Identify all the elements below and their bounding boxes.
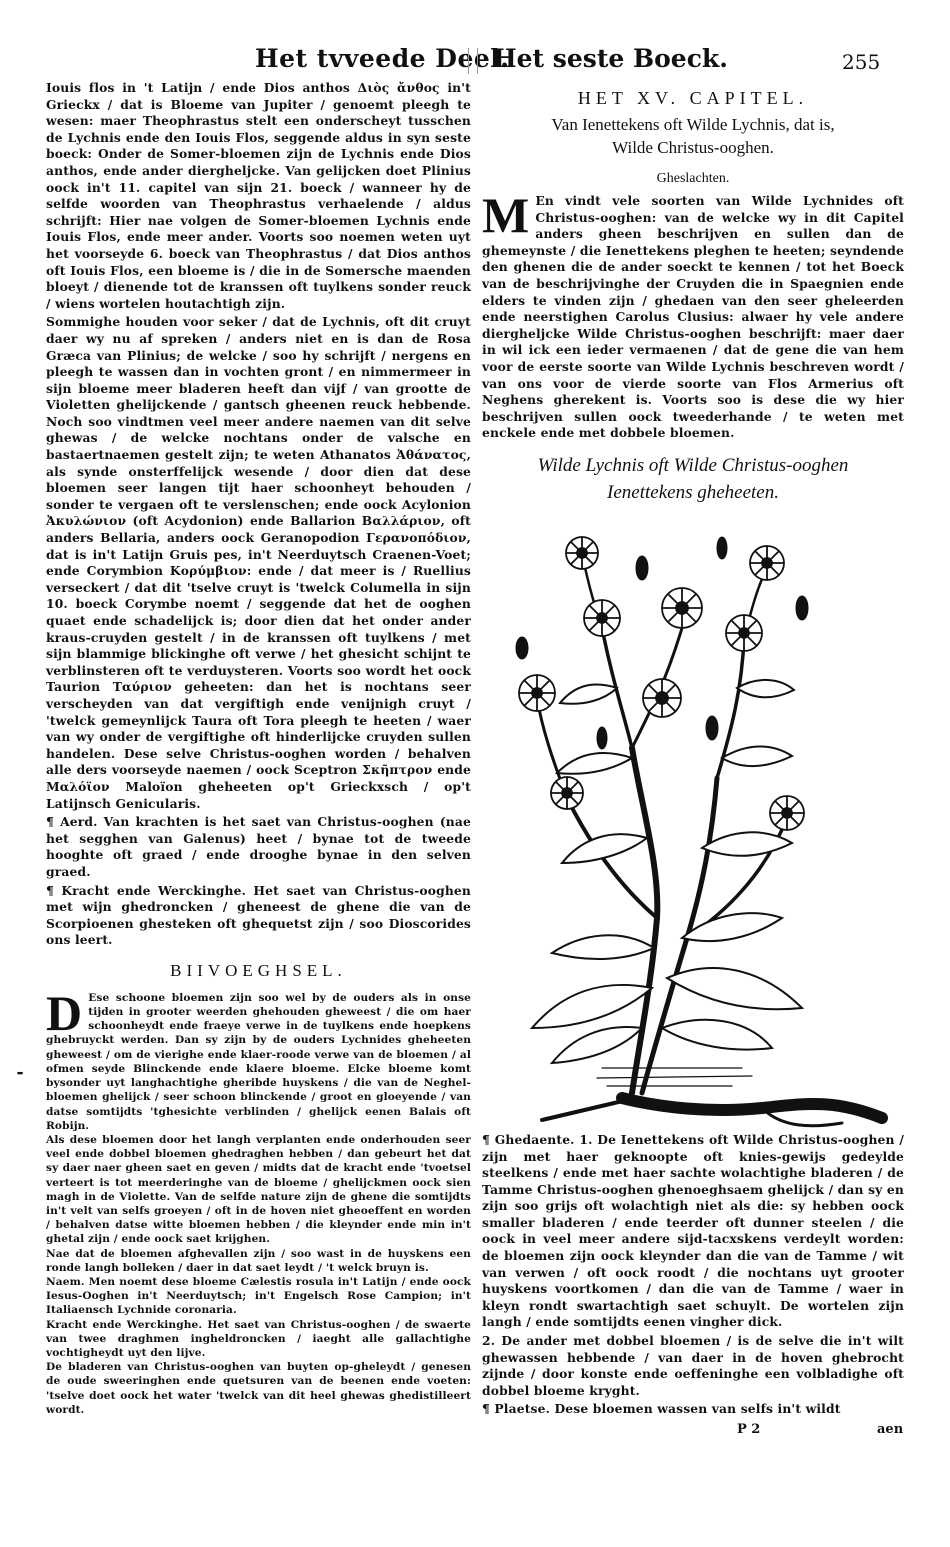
- paragraph: De bladeren van Christus-ooghen van buyten op-gheleydt / genesen de oude sweeringhen ende quetsuren van de beenen ende voeten: 'tselve doet oock het water 'twelck van dit heel ghewas ghedistilleert wordt.: [46, 1361, 471, 1416]
- chapter-title-line: Van Ienettekens oft Wilde Lychnis, dat is,: [551, 115, 835, 134]
- signature-mark: P 2: [737, 1422, 761, 1437]
- margin-mark: ⁃: [16, 1064, 24, 1083]
- subheading: Gheslachten.: [656, 171, 730, 186]
- figure-caption-line: Ienettekens gheheeten.: [607, 481, 779, 503]
- paragraph: 2. De ander met dobbel bloemen / is de selve die in't wilt ghewassen hebbende / van daer in de hoven ghebrocht zijnde / door konste ende oeffeninghe een volbladighe oft dobbel bloeme kryght.: [482, 1333, 904, 1398]
- drop-cap: D: [46, 984, 83, 1041]
- paragraph: [482, 187, 904, 442]
- paragraph: ¶ Ghedaente. 1. De Ienettekens oft Wilde Christus-ooghen / zijn met haer geknoopte oft knies-gewijs gedeylde steelkens / ende met haer sachte wolachtighe bladeren / de Tamme Christus-ooghen ghenoeghsaem ghelijck / dan sy en zijn soo grijs oft wolachtigh niet als die: sy hebben oock smaller bladeren / ende teerder oft dunner steelen / die oock in veel meer andere sijd-tacxskens verdeylt worden: de bloemen zijn oock kleynder dan die van de Tamme / wit van verwen / oft oock roodt / die nochtans uyt grooter huyskens voortkomen / dan die van de Tamme / waer in kleyn rondt swartachtigh saet schuylt. De wortelen zijn langh / ende somtijdts eenen vingher dick.: [482, 1131, 904, 1330]
- plant-illustration: [482, 508, 904, 1128]
- drop-cap: M: [482, 187, 530, 243]
- paragraph: Sommighe houden voor seker / dat de Lychnis, oft dit cruyt daer wy nu af spreken / anders niet en is dan de Rosa Græca van Plinius; de welcke / soo hy schrijft / nergens en pleegh te wassen dan in vochten gront / en nimmermeer in sijn bloeme meer bladeren heeft dan vijf / van grootte de Violetten ghelijckende / gantsch gheenen reuck hebbende. Noch soo vindtmen veel meer andere naemen van dit selve ghewas / de welcke nochtans onder de valsche en bastaertnaemen gestelt zijn; te weten Athanatos Ἀθάνατος, als synde onsterffelijck wesende / door dien dat dese bloemen seer langen tijt haer schoonheyt behouden / sonder te vergaen oft te verslenschen; ende oock Acylonion Ἀκυλώνιον (oft Acydonion) ende Ballarion Βαλλάριον, oft anders Bellaria, anders oock Geranopodion Γερανοπόδιον, dat is in't Latijn Gruis pes, in't Neerduytsch Craenen-Voet; ende Corymbion Κορύμβιον: ende / dat meer is / Ruellius verseckert / dat dit 'tselve cruyt is 'twelck Columella in sijn 10. boeck Corymbe noemt / seggende dat het de ooghen quaet ende schadelijck is; door dien dat het onder ander kraus-cruyden gestelt / in de kranssen oft tuylkens / met sijn blammige blickinghe oft verwe / het ghesicht schijnt te verblinsteren oft te verduysteren. Voorts soo wordt het oock Taurion Ταύριον geheeten: dan het is nochtans seer verscheyden van dat vergiftigh ende venijnigh cruyt / 'twelck gemeynlijck Taura oft Tora pleegh te heeten / waer van wy onder de vergiftighe oft hinderlijcke cruyden sullen handelen. Dese selve Christus-ooghen worden / behalven alle ders voorseyde naemen / oock Sceptron Σκῆπτρον ende Μαλόϊον Maloïon gheheeten op't Grieckxsch / op't Latijnsch Genicularis.: [46, 314, 471, 811]
- chapter-title-line: Wilde Christus-ooghen.: [612, 138, 774, 157]
- left-column: [46, 80, 471, 1417]
- paragraph: ¶ Kracht ende Werckinghe. Het saet van Christus-ooghen met wijn ghedroncken / gheneest de ghene die van de Scorpioenen ghesteken oft ghequetst zijn / soo Dioscorides ons leert.: [46, 882, 471, 948]
- chapter-heading: HET XV. CAPITEL.: [577, 88, 809, 108]
- page-number: 255: [842, 50, 881, 74]
- paragraph-text: En vindt vele soorten van Wilde Lychnides oft Christus-ooghen: van de welcke wy in dit Capitel anders gheen beschrijven en sullen dan de ghemeynste / die Ienettekens pleghen te heeten; seyndende den ghenen die de ander soeckt te kennen / tot het Boeck van de beschrijvinghe der Cruyden die in Spaegnien ende elders te vinden zijn / ghedaen van den seer gheleerden ende neerstighen Carolus Clusius: alwaer hy vele andere diergheljcke Wilde Christus-ooghen beschrijft: maer daer in wil ick een ieder vermaenen / dat de gene die van hem voor de eerste soorte van Wilde Lychnis beschreven wordt / van ons voor de vierde soorte van Flos Armerius oft Neghens gherekent is. Voorts soo is dese die wy hier beschrijven sullen oock tweederhande / te weten met enckele ende met dobbele bloemen.: [482, 193, 904, 441]
- paragraph: Naem. Men noemt dese bloeme Cælestis rosula in't Latijn / ende oock Iesus-Ooghen in't Neerduytsch; in't Engelsch Rose Campion; in't Italiaensch Lychnide coronaria.: [46, 1275, 471, 1317]
- header-right-title: Het seste Boeck.: [493, 44, 728, 73]
- section-heading: BIIVOEGHSEL.: [170, 960, 347, 980]
- header-left-title: Het tvveede Deel.: [255, 44, 510, 73]
- paragraph: ¶ Plaetse. Dese bloemen wassen van selfs in't wildt: [482, 1401, 841, 1417]
- botanical-woodcut: [482, 508, 904, 1128]
- paragraph: [46, 984, 471, 1133]
- paragraph: Als dese bloemen door het langh verplanten ende onderhouden seer veel ende dobbel bloemen ghedraghen hebben / dan gebeurt het dat sy daer naer gheen saet en geven / midts dat de kracht ende 'tvoetsel verteert is tot meerderinghe van de bloeme / ghelijckmen oock sien magh in de Violette. Van de selfde nature zijn de ghene die somtijdts in't velt van selfs groeyen / oft in de hoven niet gheoeffent en worden / behalven datse witte bloemen hebben / die kleynder ende min in't ghetal zijn / ende oock saet krijghen.: [46, 1133, 471, 1246]
- paragraph-text: Ese schoone bloemen zijn soo wel by de ouders als in onse tijden in grooter weerden ghehouden gheweest / die om haer schoonheydt ende fraeye verwe in de tuylkens ende hoepkens ghebruyckt werden. Dan sy zijn by de ouders Lychnides gheheeten gheweest / om de vierighe ende klaer-roode verwe van de bloemen / al ofmen seyde Blinckende ende klaere bloeme. Elcke bloeme komt bysonder uyt langhachtighe gheribde huyskens / die van de Neghel-bloemen ghelijck / seer schoon blinckende / groot en gloeyende / van datse somtijdts 'tghesichte verblinden / ghelijck eenen Balais oft Robijn.: [46, 991, 471, 1132]
- page-footer: [482, 1422, 904, 1442]
- paragraph: Nae dat de bloemen afghevallen zijn / soo wast in de huyskens een ronde langh bolleken / daer in dat saet leydt / 't welck bruyn is.: [46, 1247, 471, 1274]
- running-header: [0, 44, 950, 84]
- header-separator: [468, 48, 478, 74]
- right-column: [482, 88, 904, 1418]
- paragraph: Kracht ende Werckinghe. Het saet van Christus-ooghen / de swaerte van twee draghmen ingheldroncken / iaeght alle gallachtighe vochtigheydt uyt den lijve.: [46, 1318, 471, 1359]
- figure-caption: [482, 452, 904, 506]
- catchword: aen: [877, 1422, 904, 1437]
- figure-caption-line: Wilde Lychnis oft Wilde Christus-ooghen: [537, 454, 849, 476]
- paragraph: Iouis flos in 't Latijn / ende Dios anthos Διὸς ἄνθος in't Grieckx / dat is Bloeme van Jupiter / genoemt pleegh te wesen: maer Theophrastus stelt een onderscheyt tusschen de Lychnis ende den Iouis Flos, seggende aldus in syn seste boeck: Onder de Somer-bloemen zijn de Lychnis ende Dios anthos, ende ander diergheljcke. Van gelijcken doet Plinius oock in't 11. capitel van sijn 21. boeck / wanneer hy de selfde woorden van Theophrastus verhaelende / aldus schrijft: Hier nae volgen de Somer-bloemen Lychnis ende Iouis Flos, ende meer ander. Voorts soo noemen weten uyt het voorseyde 6. boeck van Theophrastus / dat Dios anthos oft Iouis Flos, een bloeme is / die in de Somersche maenden bloeyt / dienende tot de kranssen oft tuylkens sonder reuck / wiens wortelen houtachtigh zijn.: [46, 80, 471, 311]
- paragraph: ¶ Aerd. Van krachten is het saet van Christus-ooghen (nae het segghen van Galenus) heet / bynae tot de tweede hooghte oft graed / ende drooghe bynae in den selven graed.: [46, 814, 471, 879]
